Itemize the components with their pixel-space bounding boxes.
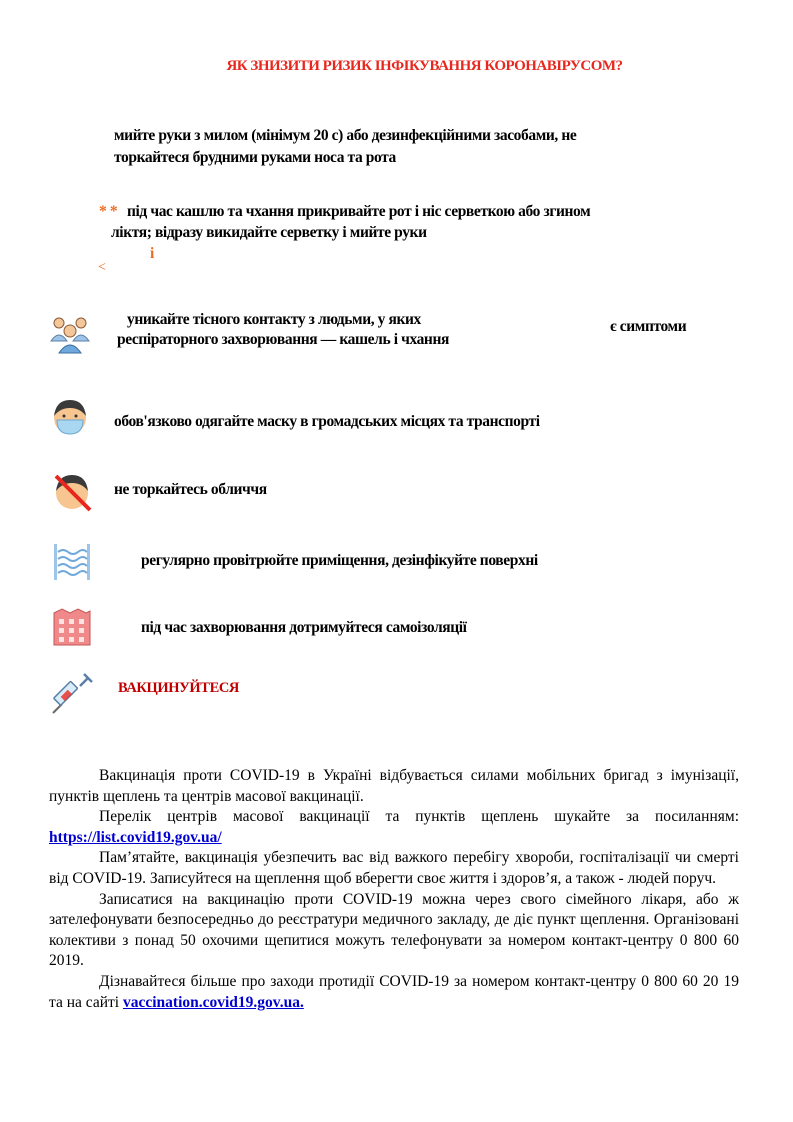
body-paragraph-3: Пам’ятайте, вакцинація убезпечить вас від важкого перебігу хвороби, госпіталізації чи смерті від COVID-19. Записуйтеся на щеплення щоб вберегти своє життя і здоров’я, а також - людей поруч.	[49, 849, 739, 887]
link-period: .	[299, 993, 304, 1011]
body-paragraph-2	[49, 807, 739, 848]
tip-mask: обов'язково одягайте маску в громадських місцях та транспорті	[114, 413, 540, 430]
body-paragraph-2-text: Перелік центрів масової вакцинації та пунктів щеплень шукайте за посиланням:	[99, 808, 739, 826]
tip-cough-line2: ліктя; відразу викидайте серветку і мийте руки	[111, 224, 427, 241]
tip-cough-line1: під час кашлю та чхання прикривайте рот і ніс серветкою або згином	[127, 203, 591, 220]
air-ventilation-icon	[50, 540, 94, 584]
tip-ventilate: регулярно провітрюйте приміщення, дезінфікуйте поверхні	[141, 552, 538, 569]
people-group-icon	[48, 311, 92, 355]
stray-bracket: <	[98, 260, 106, 275]
stray-mark: і	[150, 245, 154, 262]
tip-handwash-line2: торкайтеся брудними руками носа та рота	[114, 149, 396, 166]
body-paragraph-5-text: Дізнавайтеся більше про заходи протидії COVID-19 за номером контакт-центру 0 800 60 20 19 та на сайті	[49, 972, 739, 1011]
list-covid-link[interactable]: https://list.covid19.gov.ua/	[49, 828, 222, 846]
tip-face: не торкайтесь обличчя	[114, 481, 267, 498]
body-paragraph-4: Записатися на вакцинацію проти COVID-19 можна через свого сімейного лікаря, або ж зателефонувати безпосередньо до реєстратури медичного закладу, де діє пункт щеплення. Організовані колективи з понад 50 охочими щепитися можуть телефонувати за номером контакт-центру 0 800 60 2019.	[49, 890, 739, 970]
tip-vaccinate: ВАКЦИНУЙТЕСЯ	[118, 680, 239, 696]
page-title: ЯК ЗНИЗИТИ РИЗИК ІНФІКУВАННЯ КОРОНАВІРУСОМ?	[226, 58, 623, 74]
syringe-icon	[50, 672, 94, 716]
body-paragraph-1: Вакцинація проти COVID-19 в Україні відбувається силами мобільних бригад з імунізації, пунктів щеплень та центрів масової вакцинації.	[49, 767, 739, 805]
tip-contact-line1: уникайте тісного контакту з людьми, у яких	[127, 311, 421, 328]
body-paragraph-5	[49, 972, 739, 1013]
tip-contact-line2: респіраторного захворювання — кашель і чхання	[117, 331, 449, 348]
tip-contact-side: є симптоми	[610, 318, 687, 335]
vaccination-site-link[interactable]: vaccination.covid19.gov.ua	[122, 993, 300, 1011]
building-isolation-icon	[50, 605, 94, 649]
body-text	[49, 766, 739, 1013]
tip-handwash-line1: мийте руки з милом (мінімум 20 с) або дезинфекційними засобами, не	[114, 127, 577, 144]
tip-cough-stars: * *	[99, 203, 118, 220]
face-mask-icon	[48, 396, 92, 440]
tip-handwash	[114, 125, 576, 169]
no-touch-face-icon	[50, 470, 94, 514]
tip-isolate: під час захворювання дотримуйтеся самоізоляції	[141, 619, 467, 636]
